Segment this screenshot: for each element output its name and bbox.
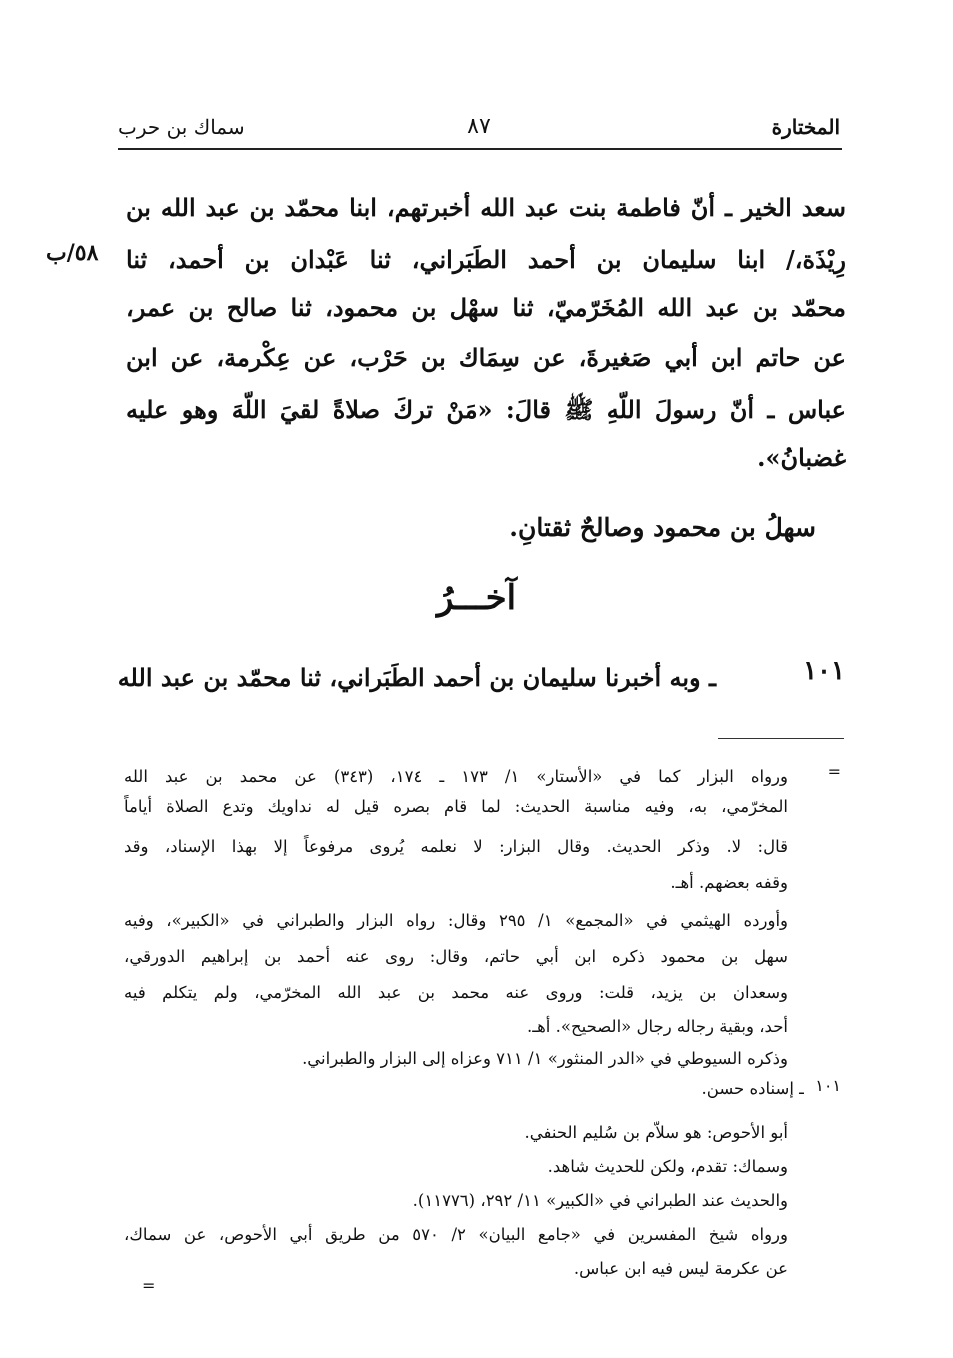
footnote-line: وأورده الهيثمي في «المجمع» ١/ ٢٩٥ وقال: رواه البزار والطبراني في «الكبير»، وفيه <box>124 911 788 930</box>
footnote-line: ورواه البزار كما في «الأستار» ١/ ١٧٣ ـ ١٧٤، (٣٤٣) عن محمد بن عبد الله <box>124 767 788 786</box>
footnote-line: والحديث عند الطبراني في «الكبير» ١١/ ٢٩٢، (١١٧٧٦). <box>412 1191 788 1210</box>
footnote-line: ورواه شيخ المفسرين في «جامع البيان» ٢/ ٥٧٠ من طريق أبي الأحوص، عن سماك، <box>124 1225 788 1244</box>
footnote-line: وسعدان بن يزيد، قلت: وروى عنه محمد بن عبد الله المخرّمي، ولم يتكلم فيه <box>124 983 788 1002</box>
header-rule <box>118 148 842 150</box>
footnote-line: ـ إسناده حسن. <box>701 1079 804 1098</box>
hadith-number: ١٠١ <box>803 656 845 686</box>
hadith-text: ـ وبه أخبرنا سليمان بن أحمد الطَبَراني، ثنا محمّد بن عبد الله <box>117 663 716 692</box>
footnote-line: وذكره السيوطي في «الدر المنثور» ١/ ٧١١ وعزاه إلى البزار والطبراني. <box>302 1049 788 1068</box>
page-number: ٨٧ <box>467 114 491 139</box>
continuation-marker: = <box>827 762 841 781</box>
book-title: المختارة <box>771 115 840 139</box>
footnote-line: أبو الأحوص: هو سلاّم بن سُليم الحنفي. <box>524 1123 788 1142</box>
main-line: رِيْذَة،/ ابنا سليمان بن أحمد الطَبَراني، ثنا عَبْدان بن أحمد، ثنا <box>126 245 846 274</box>
main-line: غضبانُ». <box>757 443 846 472</box>
footnote-line: وقفه بعضهم. أهـ. <box>670 873 788 892</box>
footnote-line: سهل بن محمود ذكره ابن أبي حاتم، وقال: روى عنه أحمد بن إبراهيم الدورقي، <box>124 947 788 966</box>
main-line: عن حاتم ابن أبي صَغيرةَ، عن سِمَاك بن حَرْب، عن عِكْرمة، عن ابن <box>126 343 846 372</box>
footnote-rule <box>718 738 844 739</box>
end-marker: = <box>142 1276 156 1295</box>
footnote-line: المخرّمي، به، وفيه مناسبة الحديث: لما قام بصره قيل له نداويك وتدع الصلاة أياماً <box>124 797 788 816</box>
running-header <box>118 112 840 146</box>
grading-statement: سهلُ بن محمود وصالحٌ ثقتانِ. <box>509 513 816 542</box>
margin-folio-note: ٥٨/ب <box>46 240 99 266</box>
section-title: آخـــرُ <box>436 578 517 618</box>
footnote-line: قال: لا. وذكر الحديث. وقال البزار: لا نعلمه يُروى مرفوعاً إلا بهذا الإسناد، وقد <box>124 837 788 856</box>
main-line: محمّد بن عبد الله المُخَرّميّ، ثنا سهْل بن محمود، ثنا صالح بن عمر، <box>126 293 846 322</box>
section-name: سماك بن حرب <box>118 115 245 139</box>
footnote-line: وسماك: تقدم، ولكن للحديث شاهد. <box>547 1157 788 1176</box>
main-line: سعد الخير ـ أنّ فاطمة بنت عبد الله أخبرتهم، ابنا محمّد بن عبد الله بن <box>126 193 846 222</box>
footnote-line: عن عكرمة ليس فيه ابن عباس. <box>573 1259 788 1278</box>
main-line: عباس ـ أنّ رسولَ اللّهِ ﷺ قالَ: «مَنْ تركَ صلاةً لقيَ اللّهَ وهو عليه <box>126 395 846 424</box>
footnote-number: ١٠١ <box>815 1076 841 1095</box>
footnote-line: أحد، وبقية رجاله رجال «الصحيح». أهـ. <box>527 1017 788 1036</box>
